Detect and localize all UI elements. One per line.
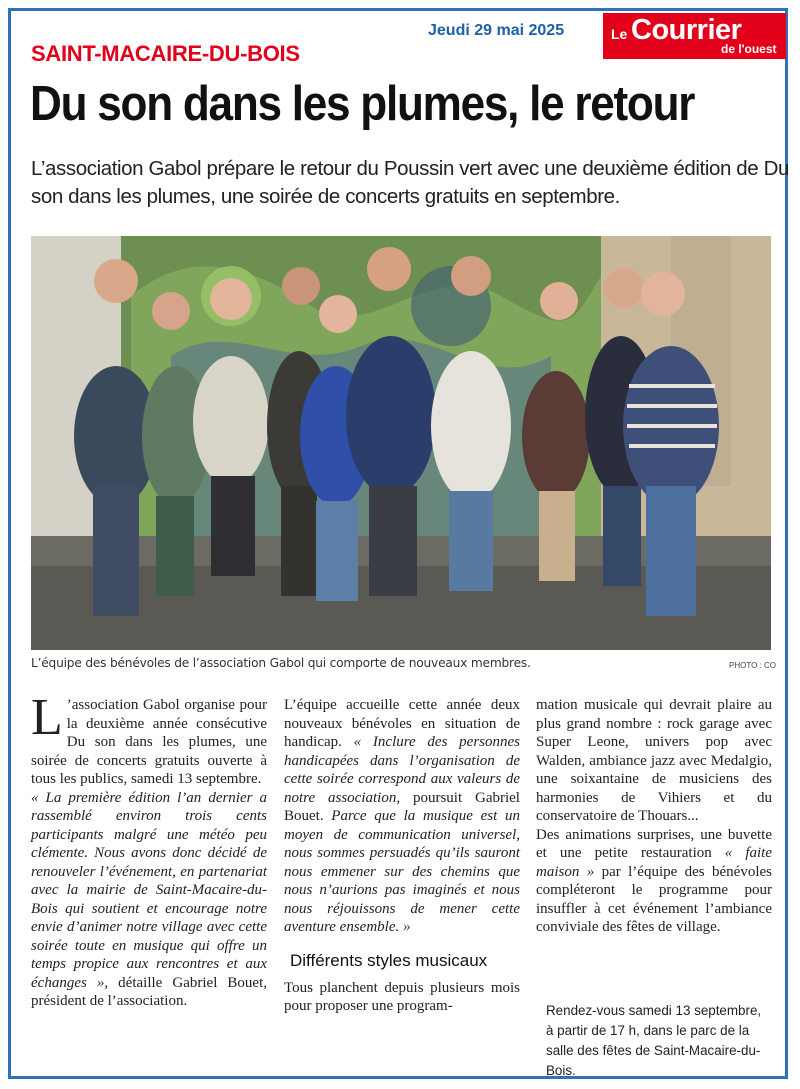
intro-text: ’association Gabol organise pour la deuxième année consécutive Du son dans les plumes, une soirée de concerts gratuits ouverte à tous les publics, samedi 13 septembre. bbox=[31, 697, 267, 787]
animations-text: Des animations surprises, une buvette et une petite restauration bbox=[536, 826, 772, 861]
inclusion-quote-1: « Inclure des personnes handicapées dans l’organisation de cette soirée correspond aux valeurs de notre association, bbox=[284, 734, 520, 806]
newspaper-logo bbox=[603, 13, 786, 59]
article-column-2 bbox=[284, 696, 520, 1016]
programme-paragraph-start: Tous planchent depuis plusieurs mois pour proposer une program- bbox=[284, 979, 520, 1014]
animations-text-end: par l’équipe des bénévoles compléteront le programme pour insuffler à cet événement l’ambiance conviviale des fêtes de village. bbox=[536, 863, 772, 935]
group-photo-illustration bbox=[31, 236, 771, 650]
president-quote: « La première édition l’an dernier a rassemblé environ trois cents participants malgré une météo peu clémente. Nous avons donc décidé de renouveler l’événement, en partenariat avec la mairie de Saint-Macaire-du-Bois qui soutient et encourage notre envie d’animer notre village avec cette soirée toute en musique qui offre un temps propice aux rencontres et aux échanges » bbox=[31, 789, 267, 991]
programme-paragraph-end: mation musicale qui devrait plaire au plus grand nombre : rock garage avec Super Leone, univers pop avec Walden, ambiance jazz avec Medalgio, une soixantaine de musiciens des harmonies de Vihiers et du conservatoire de Thouars... bbox=[536, 697, 772, 824]
town-kicker: SAINT-MACAIRE-DU-BOIS bbox=[31, 41, 300, 66]
photo-caption: L’équipe des bénévoles de l’association Gabol qui comporte de nouveaux membres. bbox=[31, 656, 531, 670]
article-headline: Du son dans les plumes, le retour bbox=[30, 77, 695, 131]
intro-paragraph bbox=[31, 689, 267, 789]
article-column-1 bbox=[31, 689, 268, 1011]
quote-paragraph bbox=[31, 789, 267, 1011]
quote-attribution: , détaille Gabriel Bouet, président de l’association. bbox=[31, 974, 268, 1009]
event-info-box: Rendez-vous samedi 13 septembre, à partir de 17 h, dans le parc de la salle des fêtes de Saint-Macaire-du-Bois. bbox=[546, 1003, 762, 1078]
publication-date: Jeudi 29 mai 2025 bbox=[428, 22, 565, 39]
volunteers-paragraph bbox=[284, 696, 520, 937]
article-column-3 bbox=[536, 696, 772, 937]
inclusion-attribution: poursuit Gabriel Bouet. bbox=[284, 789, 520, 824]
volunteers-text: L’équipe accueille cette année deux nouveaux bénévoles en situation de handicap. bbox=[284, 697, 520, 750]
photo-credit: PHOTO : CO bbox=[729, 661, 776, 670]
logo-le: Le bbox=[611, 26, 628, 42]
animations-paragraph bbox=[536, 826, 772, 937]
drop-cap: L bbox=[31, 689, 63, 746]
logo-ouest: de l'ouest bbox=[721, 42, 777, 56]
faite-maison: « faite maison » bbox=[536, 845, 772, 880]
section-subhead: Différents styles musicaux bbox=[290, 950, 488, 970]
group-photo bbox=[31, 236, 771, 650]
logo-courrier: Courrier bbox=[631, 14, 742, 46]
article-standfirst: L’association Gabol prépare le retour du Poussin vert avec une deuxième édition de Du son dans les plumes, une soirée de concerts gratuits en septembre. bbox=[31, 157, 790, 208]
inclusion-quote-2: Parce que la musique est un moyen de communication universel, nous sommes persuadés qu’ils sauront nous emmener sur des chemins que nous n’aurions pas imaginés et nous nous réjouissons de mener cette aventure ensemble. » bbox=[284, 808, 520, 935]
